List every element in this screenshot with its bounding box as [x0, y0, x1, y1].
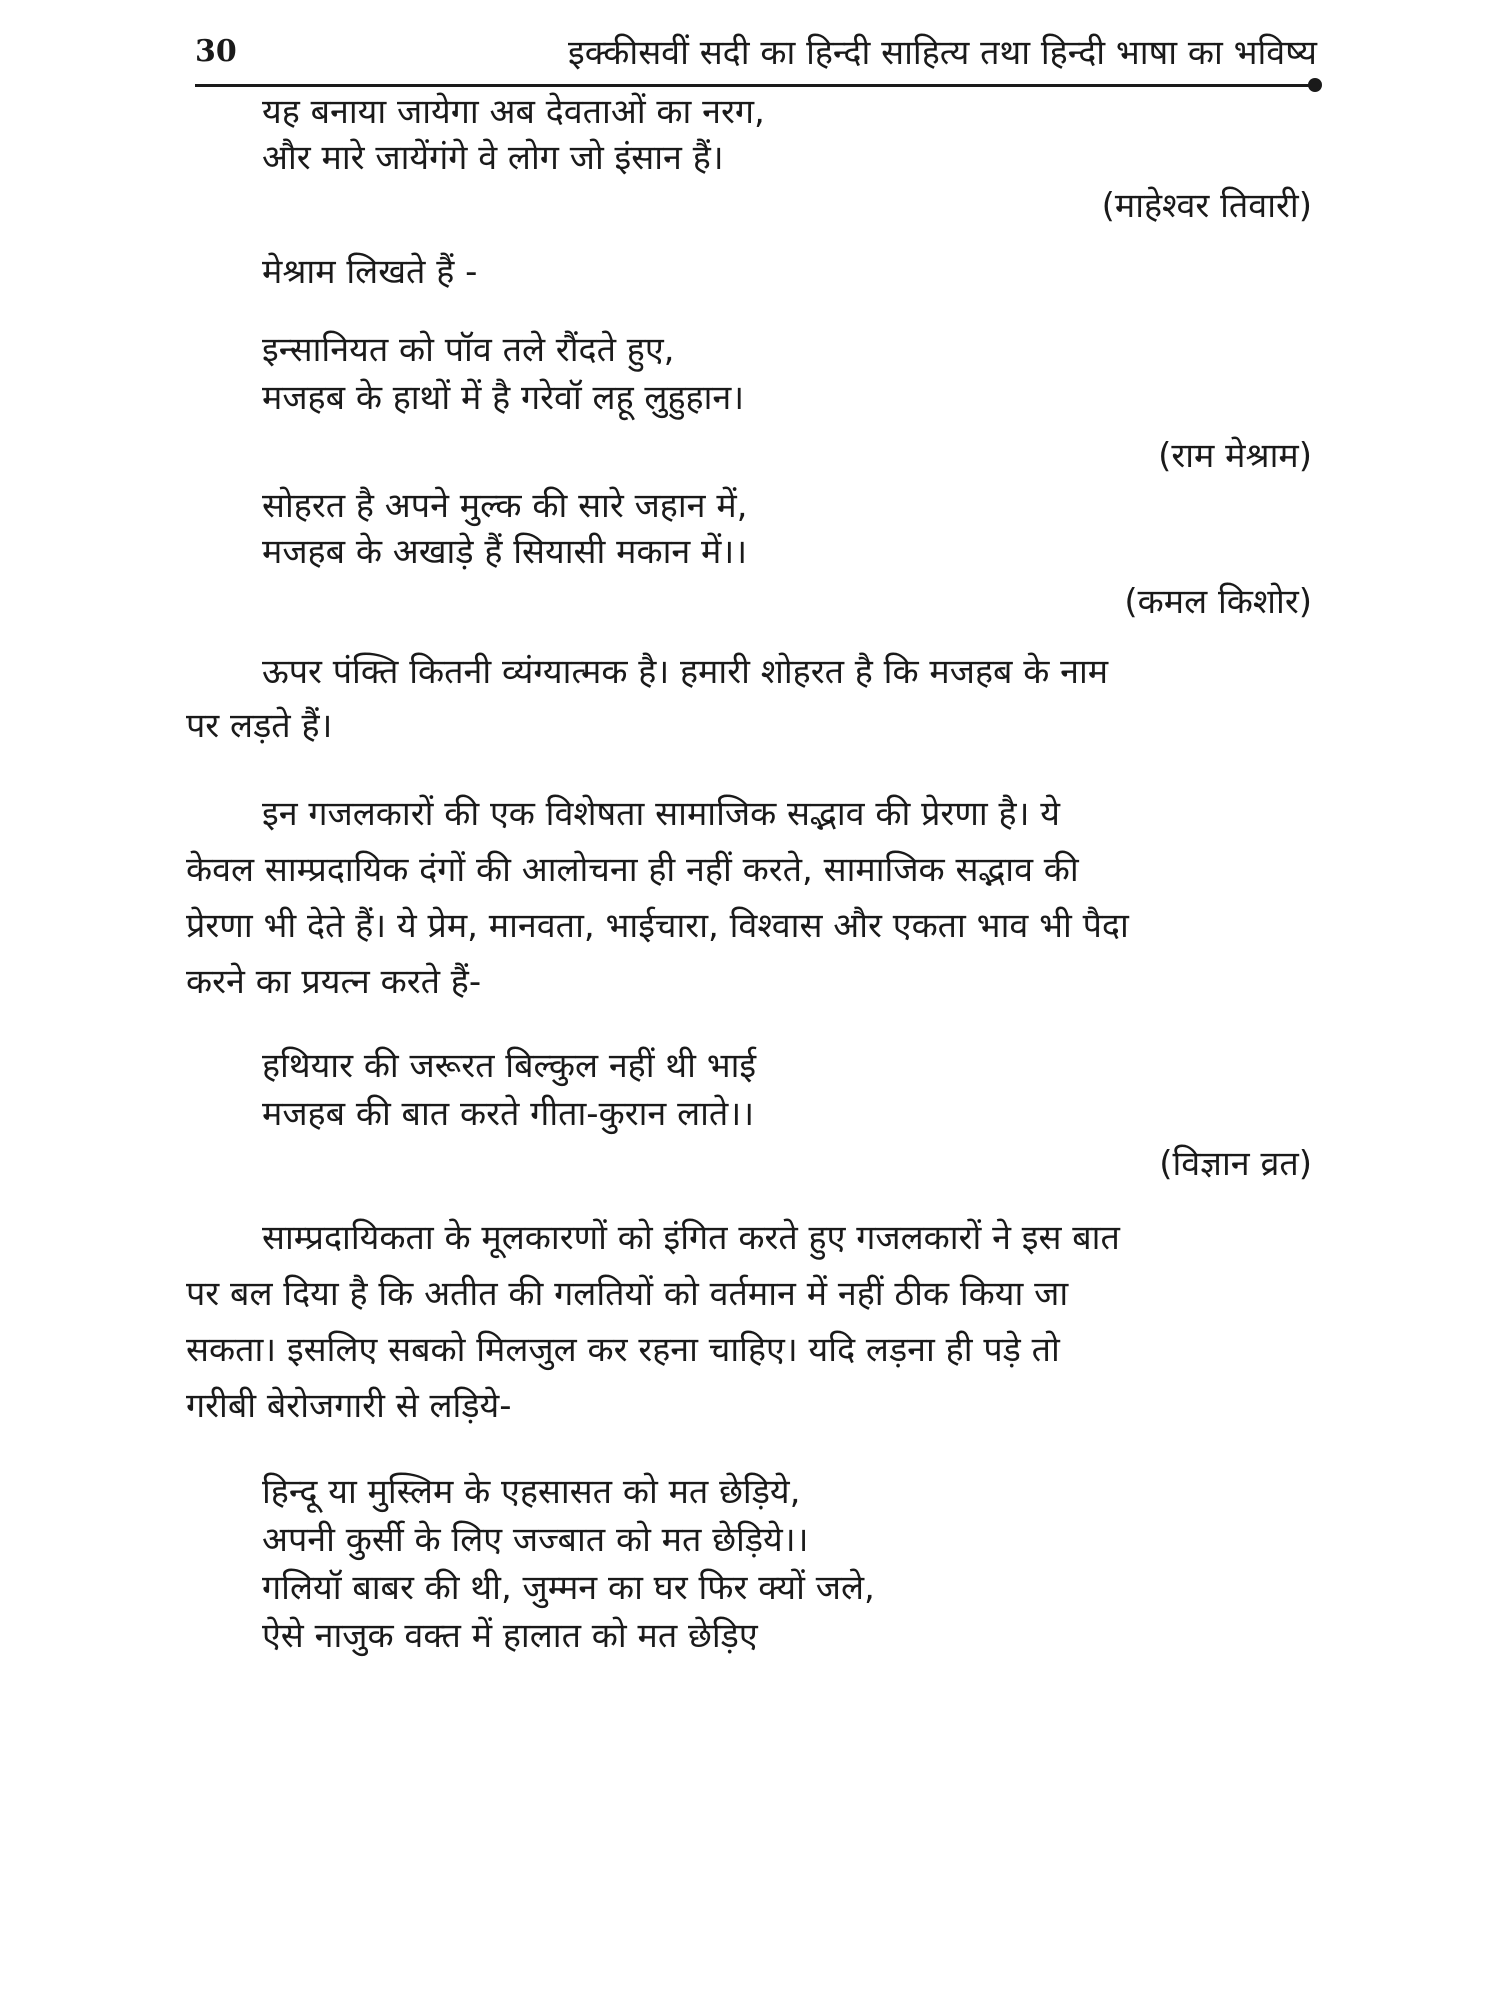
poem-line: हिन्दू या मुस्लिम के एहसासत को मत छेड़िये, [262, 1472, 801, 1512]
paragraph-line: साम्प्रदायिकता के मूलकारणों को इंगित करते हुए गजलकारों ने इस बात [262, 1218, 1120, 1258]
paragraph-line: सकता। इसलिए सबको मिलजुल कर रहना चाहिए। यदि लड़ना ही पड़े तो [186, 1330, 1060, 1370]
paragraph-line: पर लड़ते हैं। [186, 706, 333, 746]
poem-line: गलियॉ बाबर की थी, जुम्मन का घर फिर क्यों जले, [262, 1568, 875, 1608]
poem-line: मजहब के अखाड़े हैं सियासी मकान में।। [262, 532, 748, 572]
attribution: (विज्ञान व्रत) [1159, 1144, 1312, 1184]
poem-line: मजहब के हाथों में है गरेवॉ लहू लुहुहान। [262, 378, 745, 418]
poem-line: अपनी कुर्सी के लिए जज्बात को मत छेड़िये।। [262, 1520, 809, 1560]
paragraph-line: पर बल दिया है कि अतीत की गलतियों को वर्तमान में नहीं ठीक किया जा [186, 1274, 1069, 1314]
intro-line: मेश्राम लिखते हैं - [262, 252, 478, 292]
paragraph-line: प्रेरणा भी देते हैं। ये प्रेम, मानवता, भाईचारा, विश्वास और एकता भाव भी पैदा [186, 906, 1129, 946]
poem-line: यह बनाया जायेगा अब देवताओं का नरग, [262, 92, 765, 132]
paragraph-line: ऊपर पंक्ति कितनी व्यंग्यात्मक है। हमारी शोहरत है कि मजहब के नाम [262, 652, 1109, 692]
poem-line: मजहब की बात करते गीता-कुरान लाते।। [262, 1094, 755, 1134]
poem-line: हथियार की जरूरत बिल्कुल नहीं थी भाई [262, 1046, 757, 1086]
attribution: (माहेश्वर तिवारी) [1101, 186, 1312, 226]
attribution: (राम मेश्राम) [1158, 436, 1312, 476]
page-header [195, 28, 1325, 80]
running-title: इक्कीसवीं सदी का हिन्दी साहित्य तथा हिन्दी भाषा का भविष्य [568, 33, 1317, 73]
poem-line: ऐसे नाजुक वक्त में हालात को मत छेड़िए [262, 1616, 758, 1656]
poem-line: सोहरत है अपने मुल्क की सारे जहान में, [262, 486, 748, 526]
paragraph-line: गरीबी बेरोजगारी से लड़िये- [186, 1386, 512, 1426]
header-rule-dot [1308, 78, 1322, 92]
paragraph-line: करने का प्रयत्न करते हैं- [186, 962, 482, 1002]
paragraph-line: केवल साम्प्रदायिक दंगों की आलोचना ही नहीं करते, सामाजिक सद्भाव की [186, 850, 1079, 890]
page-number: 30 [195, 34, 237, 69]
attribution: (कमल किशोर) [1124, 582, 1312, 622]
header-rule [195, 84, 1315, 87]
poem-line: इन्सानियत को पॉव तले रौंदते हुए, [262, 330, 675, 370]
poem-line: और मारे जायेंगंगे वे लोग जो इंसान हैं। [262, 138, 724, 178]
paragraph-line: इन गजलकारों की एक विशेषता सामाजिक सद्भाव की प्रेरणा है। ये [262, 794, 1061, 834]
